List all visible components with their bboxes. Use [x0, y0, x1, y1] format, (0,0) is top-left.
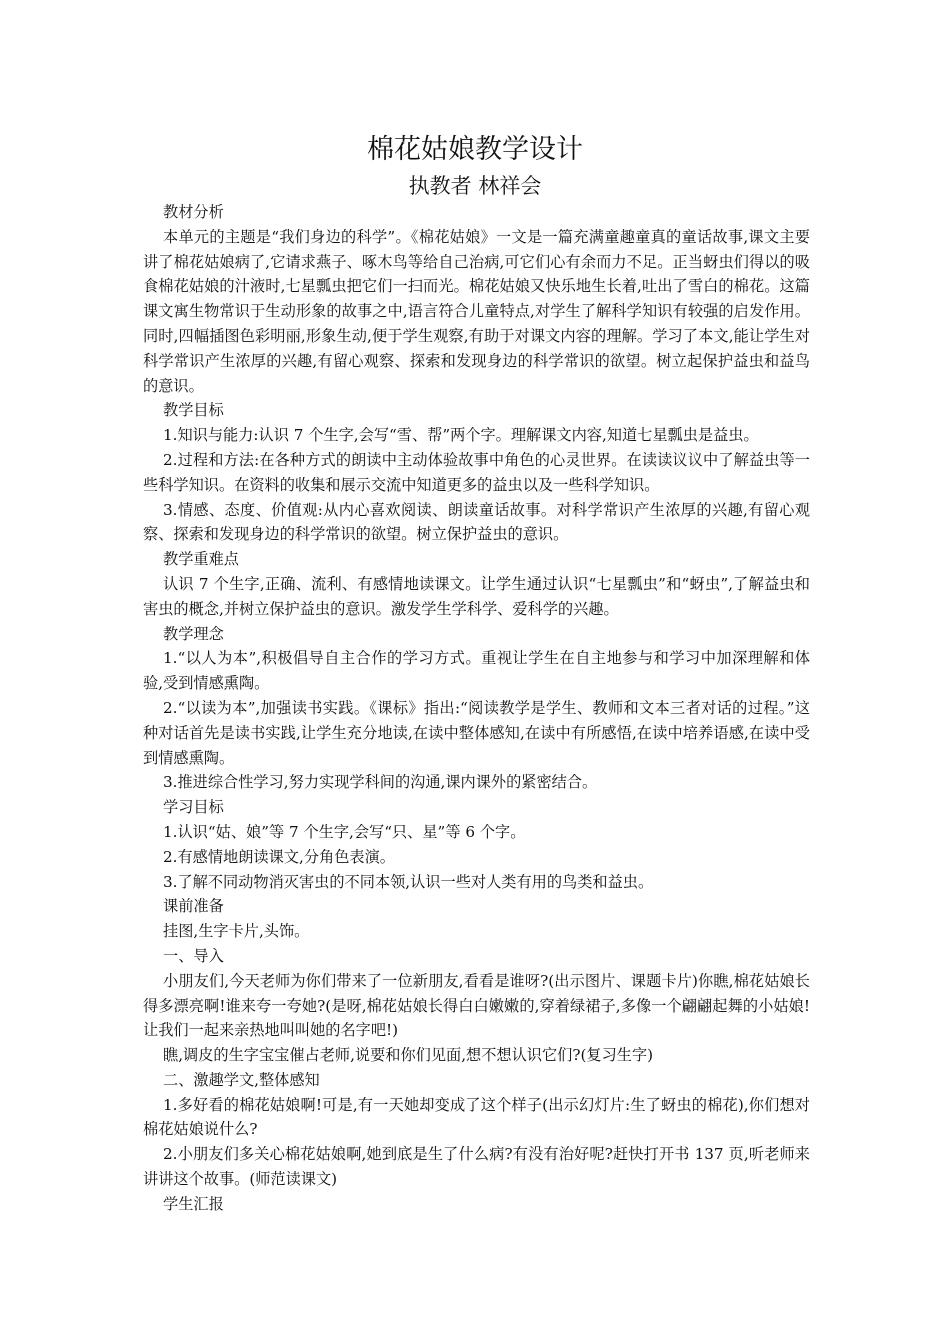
document-body: [143, 200, 810, 1217]
body-paragraph: 1.认识“姑、娘”等 7 个生字,会写“只、星”等 6 个字。: [163, 822, 526, 841]
body-paragraph: 1.知识与能力:认识 7 个生字,会写“雪、帮”两个字。理解课文内容,知道七星瓢虫是益虫。: [163, 426, 759, 445]
document-author: 执教者 林祥会: [408, 174, 542, 198]
section-heading: 二、激趣学文,整体感知: [163, 1070, 320, 1089]
body-paragraph: 挂图,生字卡片,头饰。: [163, 922, 310, 941]
body-paragraph: 2.过程和方法:在各种方式的朗读中主动体验故事中角色的心灵世界。在读读议议中了解益虫等一些科学知识。在资料的收集和展示交流中知道更多的益虫以及一些科学知识。: [143, 450, 810, 494]
body-paragraph: 小朋友们,今天老师为你们带来了一位新朋友,看看是谁呀?(出示图片、课题卡片)你瞧,棉花姑娘长得多漂亮啊!谁来夸一夸她?(是呀,棉花姑娘长得白白嫩嫩的,穿着绿裙子,多像一个翩翩起舞的小姑娘!让我们一起来亲热地叫叫她的名字吧!): [143, 971, 810, 1040]
body-paragraph: 瞧,调皮的生字宝宝催占老师,说要和你们见面,想不想认识它们?(复习生字): [163, 1046, 654, 1065]
document-title: 棉花姑娘教学设计: [367, 134, 583, 165]
section-heading: 学生汇报: [163, 1194, 224, 1213]
body-paragraph: 1.多好看的棉花姑娘啊!可是,有一天她却变成了这个样子(出示幻灯片:生了蚜虫的棉花),你们想对棉花姑娘说什么?: [143, 1095, 810, 1139]
body-paragraph: 3.情感、态度、价值观:从内心喜欢阅读、朗读童话故事。对科学常识产生浓厚的兴趣,有留心观察、探索和发现身边的科学常识的欲望。树立保护益虫的意识。: [143, 500, 810, 544]
section-heading: 教材分析: [163, 203, 224, 221]
body-paragraph: 3.推进综合性学习,努力实现学科间的沟通,课内课外的紧密结合。: [163, 773, 598, 792]
section-heading: 一、导入: [163, 946, 224, 965]
section-heading: 教学理念: [163, 624, 224, 643]
body-paragraph: 3.了解不同动物消灭害虫的不同本领,认识一些对人类有用的鸟类和益虫。: [163, 872, 654, 891]
body-paragraph: 认识 7 个生字,正确、流利、有感情地读课文。让学生通过认识“七星瓢虫”和“蚜虫”,了解益虫和害虫的概念,并树立保护益虫的意识。激发学生学科学、爱科学的兴趣。: [143, 574, 810, 618]
body-paragraph: 2.有感情地朗读课文,分角色表演。: [163, 847, 395, 866]
section-heading: 教学重难点: [163, 550, 239, 569]
body-paragraph: 本单元的主题是“我们身边的科学”。《棉花姑娘》一文是一篇充满童趣童真的童话故事,课文主要讲了棉花姑娘病了,它请求燕子、啄木鸟等给自己治病,可它们心有余而力不足。正当蚜虫们得以的吸食棉花姑娘的汁液时,七星瓢虫把它们一扫而光。棉花姑娘又快乐地生长着,吐出了雪白的棉花。这篇课文寓生物常识于生动形象的故事之中,语言符合儿童特点,对学生了解科学知识有较强的启发作用。同时,四幅插图色彩明丽,形象生动,便于学生观察,有助于对课文内容的理解。学习了本文,能让学生对科学常识产生浓厚的兴趣,有留心观察、探索和发现身边的科学常识的欲望。树立起保护益虫和益鸟的意识。: [143, 227, 810, 395]
section-heading: 学习目标: [163, 798, 224, 817]
section-heading: 课前准备: [163, 897, 224, 916]
section-heading: 教学目标: [163, 401, 224, 420]
body-paragraph: 1.“以人为本”,积极倡导自主合作的学习方式。重视让学生在自主地参与和学习中加深理解和体验,受到情感熏陶。: [143, 649, 810, 693]
body-paragraph: 2.“以读为本”,加强读书实践。《课标》指出:“阅读教学是学生、教师和文本三者对话的过程。”这种对话首先是读书实践,让学生充分地读,在读中整体感知,在读中有所感悟,在读中培养语感,在读中受到情感熏陶。: [143, 698, 810, 767]
body-paragraph: 2.小朋友们多关心棉花姑娘啊,她到底是生了什么病?有没有治好呢?赶快打开书 137 页,听老师来讲讲这个故事。(师范读课文): [143, 1145, 810, 1189]
